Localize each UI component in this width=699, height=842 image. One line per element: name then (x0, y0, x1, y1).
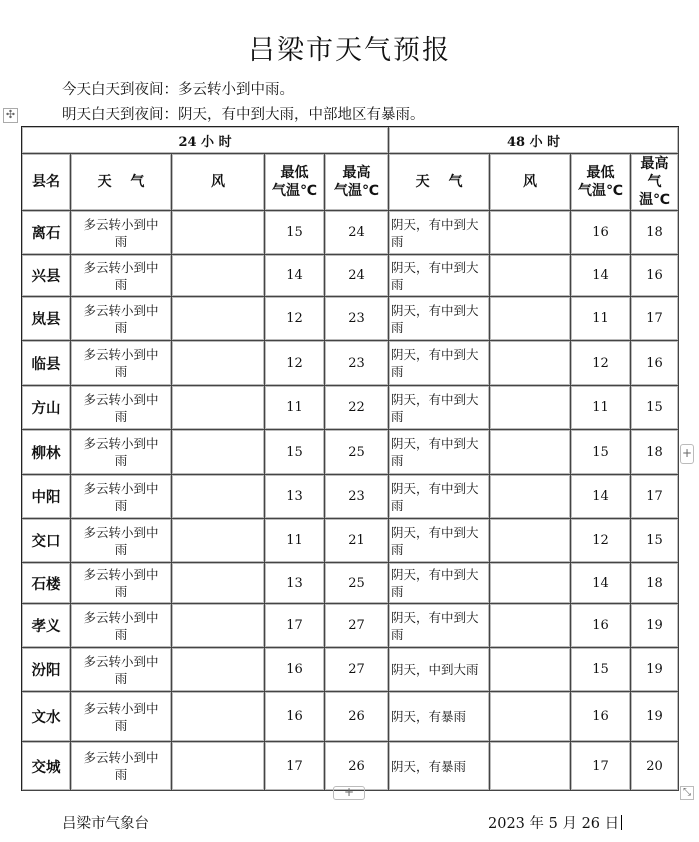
table-row (22, 255, 679, 297)
header-weather-24: 天 气 (71, 154, 172, 211)
cell-wind-24 (172, 255, 265, 297)
cell-max-temp-48: 18 (631, 563, 679, 604)
cell-county: 离石 (22, 211, 71, 255)
cell-min-temp-24: 15 (265, 211, 325, 255)
header-wind-24: 风 (172, 154, 265, 211)
cell-wind-48 (490, 604, 571, 648)
cell-max-temp-48: 19 (631, 604, 679, 648)
cell-min-temp-24: 14 (265, 255, 325, 297)
cell-min-temp-24: 13 (265, 563, 325, 604)
move-icon[interactable]: ✣ (3, 108, 18, 123)
cell-wind-48 (490, 211, 571, 255)
cell-weather-24: 多云转小到中 雨 (71, 211, 172, 255)
group-header-24h: 24 小 时 (22, 127, 389, 154)
header-max-temp-24: 最高 气温℃ (325, 154, 389, 211)
cell-min-temp-24: 17 (265, 604, 325, 648)
cell-weather-48: 阴天，中到大雨 (389, 648, 490, 692)
footer-date-text: 2023 年 5 月 26 日 (488, 816, 620, 832)
cell-max-temp-48: 18 (631, 211, 679, 255)
cell-max-temp-24: 23 (325, 341, 389, 386)
cell-min-temp-24: 11 (265, 519, 325, 563)
cell-weather-48: 阴天，有中到大 雨 (389, 255, 490, 297)
group-header-48h: 48 小 时 (389, 127, 679, 154)
cell-county: 交口 (22, 519, 71, 563)
cell-wind-24 (172, 297, 265, 341)
cell-max-temp-48: 19 (631, 648, 679, 692)
cell-min-temp-24: 13 (265, 475, 325, 519)
cell-max-temp-24: 25 (325, 563, 389, 604)
cell-wind-48 (490, 563, 571, 604)
cell-max-temp-48: 17 (631, 475, 679, 519)
cell-weather-24: 多云转小到中 雨 (71, 341, 172, 386)
cell-max-temp-24: 27 (325, 648, 389, 692)
footer-agency: 吕梁市气象台 (62, 816, 149, 832)
cell-min-temp-48: 12 (571, 341, 631, 386)
cell-weather-48: 阴天，有中到大 雨 (389, 386, 490, 430)
cell-weather-48: 阴天，有中到大 雨 (389, 475, 490, 519)
cell-county: 中阳 (22, 475, 71, 519)
header-min-temp-48: 最低 气温℃ (571, 154, 631, 211)
cell-weather-24: 多云转小到中 雨 (71, 648, 172, 692)
footer-date (488, 812, 622, 833)
cell-min-temp-24: 16 (265, 692, 325, 742)
cell-max-temp-24: 26 (325, 692, 389, 742)
cell-min-temp-24: 16 (265, 648, 325, 692)
cell-county: 石楼 (22, 563, 71, 604)
text-cursor (621, 815, 622, 830)
cell-max-temp-48: 16 (631, 255, 679, 297)
cell-wind-48 (490, 475, 571, 519)
table-row (22, 742, 679, 791)
cell-min-temp-48: 15 (571, 430, 631, 475)
cell-max-temp-48: 15 (631, 386, 679, 430)
header-min-temp-24: 最低 气温℃ (265, 154, 325, 211)
cell-wind-24 (172, 742, 265, 791)
cell-max-temp-24: 23 (325, 297, 389, 341)
cell-wind-24 (172, 475, 265, 519)
cell-max-temp-24: 23 (325, 475, 389, 519)
cell-county: 兴县 (22, 255, 71, 297)
cell-wind-48 (490, 297, 571, 341)
cell-county: 柳林 (22, 430, 71, 475)
cell-weather-24: 多云转小到中 雨 (71, 430, 172, 475)
table-row (22, 211, 679, 255)
page-title: 吕梁市天气预报 (248, 35, 451, 66)
cell-wind-24 (172, 341, 265, 386)
header-wind-48: 风 (490, 154, 571, 211)
table-row (22, 341, 679, 386)
cell-min-temp-48: 15 (571, 648, 631, 692)
cell-max-temp-24: 26 (325, 742, 389, 791)
cell-min-temp-48: 11 (571, 297, 631, 341)
header-weather-48: 天 气 (389, 154, 490, 211)
cell-wind-48 (490, 386, 571, 430)
header-max-temp-48: 最高 气 温℃ (631, 154, 679, 211)
cell-wind-24 (172, 692, 265, 742)
cell-max-temp-48: 18 (631, 430, 679, 475)
cell-weather-24: 多云转小到中 雨 (71, 742, 172, 791)
add-row-icon[interactable]: + (333, 786, 365, 800)
cell-max-temp-48: 15 (631, 519, 679, 563)
cell-wind-24 (172, 519, 265, 563)
cell-max-temp-48: 17 (631, 297, 679, 341)
today-forecast: 今天白天到夜间：多云转小到中雨。 (62, 82, 294, 98)
cell-max-temp-48: 16 (631, 341, 679, 386)
cell-weather-48: 阴天，有中到大 雨 (389, 341, 490, 386)
cell-wind-24 (172, 563, 265, 604)
cell-max-temp-24: 21 (325, 519, 389, 563)
cell-wind-24 (172, 604, 265, 648)
cell-min-temp-24: 12 (265, 341, 325, 386)
cell-min-temp-48: 11 (571, 386, 631, 430)
cell-weather-24: 多云转小到中 雨 (71, 519, 172, 563)
table-row (22, 386, 679, 430)
cell-wind-48 (490, 519, 571, 563)
forecast-table (21, 126, 679, 791)
cell-max-temp-48: 20 (631, 742, 679, 791)
table-row (22, 563, 679, 604)
cell-weather-24: 多云转小到中 雨 (71, 255, 172, 297)
cell-weather-48: 阴天，有中到大 雨 (389, 211, 490, 255)
cell-county: 汾阳 (22, 648, 71, 692)
cell-max-temp-24: 27 (325, 604, 389, 648)
cell-county: 文水 (22, 692, 71, 742)
cell-weather-24: 多云转小到中 雨 (71, 692, 172, 742)
cell-wind-24 (172, 386, 265, 430)
cell-weather-24: 多云转小到中 雨 (71, 386, 172, 430)
cell-weather-48: 阴天，有中到大 雨 (389, 563, 490, 604)
cell-weather-24: 多云转小到中 雨 (71, 563, 172, 604)
cell-min-temp-24: 12 (265, 297, 325, 341)
cell-min-temp-24: 17 (265, 742, 325, 791)
table-row (22, 297, 679, 341)
cell-min-temp-24: 11 (265, 386, 325, 430)
cell-weather-24: 多云转小到中 雨 (71, 297, 172, 341)
cell-wind-24 (172, 430, 265, 475)
cell-max-temp-24: 25 (325, 430, 389, 475)
cell-wind-48 (490, 255, 571, 297)
cell-max-temp-48: 19 (631, 692, 679, 742)
cell-county: 方山 (22, 386, 71, 430)
cell-county: 交城 (22, 742, 71, 791)
cell-county: 临县 (22, 341, 71, 386)
table-row (22, 430, 679, 475)
cell-county: 岚县 (22, 297, 71, 341)
header-county: 县名 (22, 154, 71, 211)
cell-max-temp-24: 24 (325, 255, 389, 297)
cell-weather-48: 阴天，有中到大 雨 (389, 297, 490, 341)
cell-min-temp-48: 14 (571, 563, 631, 604)
cell-wind-48 (490, 430, 571, 475)
cell-wind-48 (490, 692, 571, 742)
table-row (22, 519, 679, 563)
cell-wind-48 (490, 742, 571, 791)
cell-wind-48 (490, 648, 571, 692)
cell-weather-48: 阴天，有暴雨 (389, 742, 490, 791)
cell-weather-24: 多云转小到中 雨 (71, 475, 172, 519)
cell-weather-48: 阴天，有中到大 雨 (389, 430, 490, 475)
cell-min-temp-48: 16 (571, 604, 631, 648)
cell-max-temp-24: 22 (325, 386, 389, 430)
cell-min-temp-48: 16 (571, 692, 631, 742)
cell-min-temp-48: 14 (571, 475, 631, 519)
cell-wind-24 (172, 648, 265, 692)
cell-wind-48 (490, 341, 571, 386)
cell-min-temp-48: 12 (571, 519, 631, 563)
cell-weather-48: 阴天，有中到大 雨 (389, 519, 490, 563)
table-row (22, 604, 679, 648)
cell-max-temp-24: 24 (325, 211, 389, 255)
table-row (22, 692, 679, 742)
table-row (22, 475, 679, 519)
add-column-icon[interactable]: + (680, 444, 694, 464)
cell-county: 孝义 (22, 604, 71, 648)
cell-wind-24 (172, 211, 265, 255)
cell-min-temp-48: 17 (571, 742, 631, 791)
cell-min-temp-24: 15 (265, 430, 325, 475)
resize-icon[interactable]: ⤡ (680, 786, 694, 800)
cell-min-temp-48: 14 (571, 255, 631, 297)
table-row (22, 648, 679, 692)
cell-weather-48: 阴天，有中到大 雨 (389, 604, 490, 648)
cell-weather-24: 多云转小到中 雨 (71, 604, 172, 648)
cell-weather-48: 阴天，有暴雨 (389, 692, 490, 742)
tomorrow-forecast: 明天白天到夜间：阴天，有中到大雨，中部地区有暴雨。 (62, 107, 425, 123)
cell-min-temp-48: 16 (571, 211, 631, 255)
